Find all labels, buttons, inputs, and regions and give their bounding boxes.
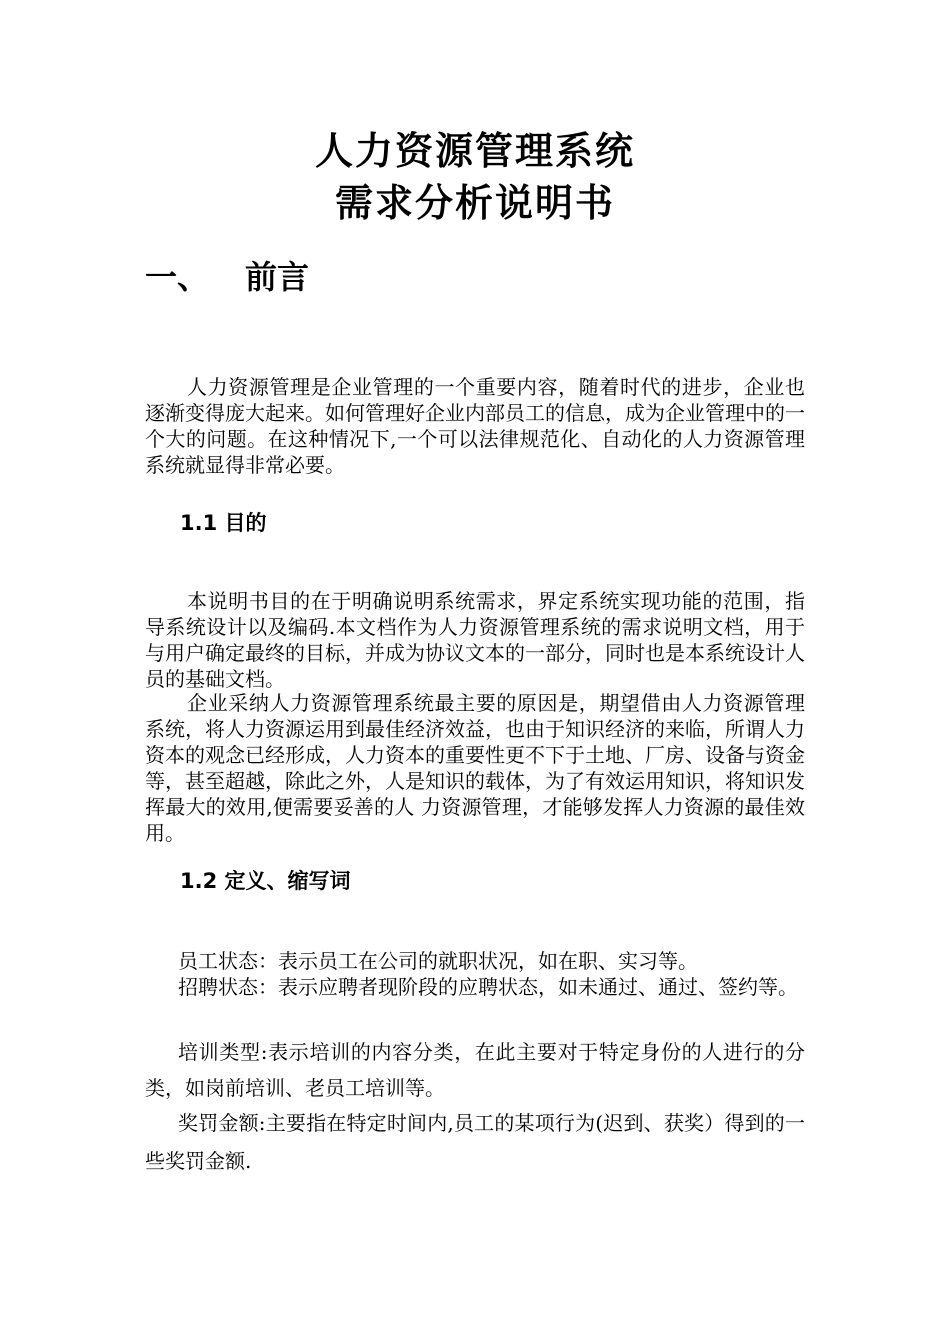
document-title: 人力资源管理系统 (314, 129, 635, 173)
definition-training-type: 培训类型:表示培训的内容分类，在此主要对于特定身份的人进行的分类，如岗前培训、老员工培训等。 (145, 1040, 805, 1100)
definition-employee-status: 员工状态：表示员工在公司的就职状况，如在职、实习等。 (178, 949, 698, 973)
subsection-heading-purpose: 1.1 目的 (180, 511, 267, 535)
definition-recruitment-status: 招聘状态：表示应聘者现阶段的应聘状态，如未通过、通过、签约等。 (178, 975, 798, 999)
purpose-paragraph-1: 本说明书目的在于明确说明系统需求，界定系统实现功能的范围，指导系统设计以及编码.本文档作为人力资源管理系统的需求说明文档，用于与用户确定最终的目标，并成为协议文本的一部分，同时也是本系统设计人员的基础文档。 (145, 589, 805, 691)
preface-paragraph: 人力资源管理是企业管理的一个重要内容，随着时代的进步，企业也逐渐变得庞大起来。如何管理好企业内部员工的信息，成为企业管理中的一个大的问题。在这种情况下,一个可以法律规范化、自动化的人力资源管理系统就显得非常必要。 (145, 375, 805, 477)
section-number: 一、 (145, 258, 210, 296)
purpose-paragraph-2: 企业采纳人力资源管理系统最主要的原因是，期望借由人力资源管理系统，将人力资源运用到最佳经济效益，也由于知识经济的来临，所谓人力资本的观念已经形成，人力资本的重要性更不下于土地、厂房、设备与资金等，甚至超越，除此之外，人是知识的载体，为了有效运用知识，将知识发挥最大的效用,便需要妥善的人 力资源管理，才能够发挥人力资源的最佳效用。 (145, 691, 805, 845)
definition-reward-penalty-amount: 奖罚金额:主要指在特定时间内,员工的某项行为(迟到、获奖）得到的一些奖罚金额. (145, 1111, 805, 1173)
section-title: 前言 (245, 258, 310, 296)
document-subtitle: 需求分析说明书 (334, 181, 615, 225)
subsection-heading-definitions: 1.2 定义、缩写词 (180, 869, 351, 893)
